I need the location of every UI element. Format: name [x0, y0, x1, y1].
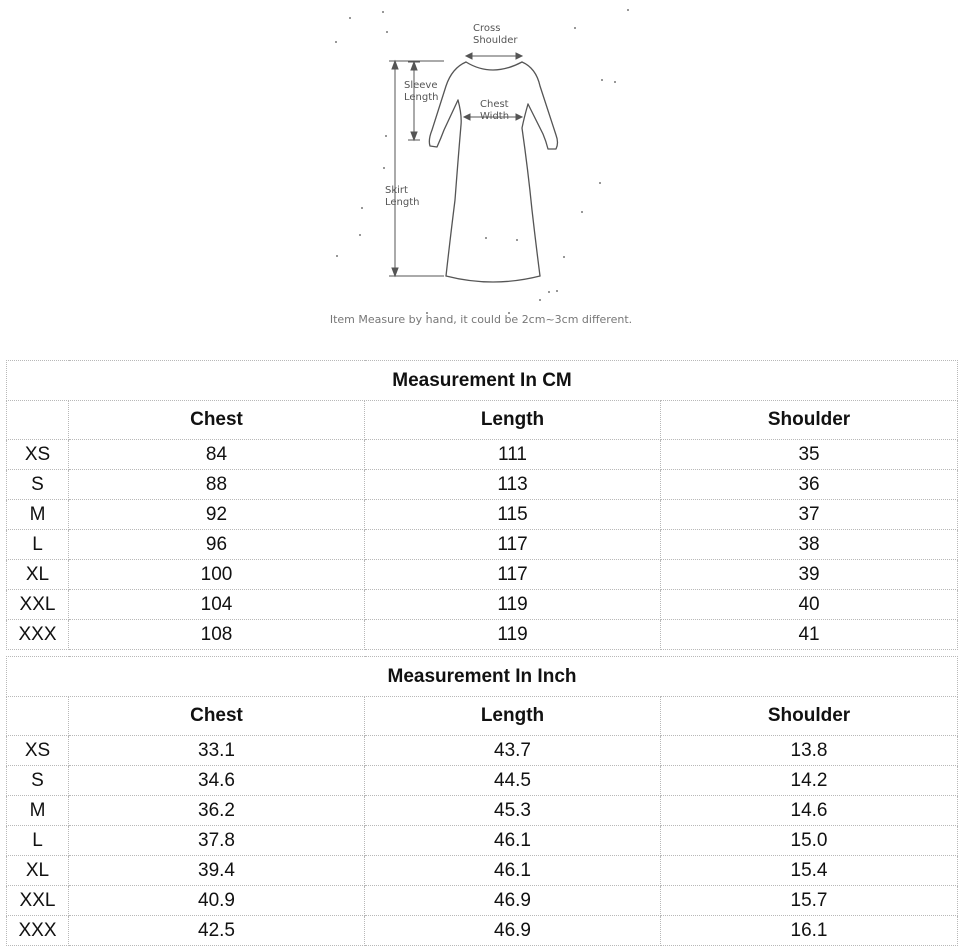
size-cell: XS	[7, 440, 69, 470]
table-row	[7, 560, 958, 590]
measure-note: Item Measure by hand, it could be 2cm~3cm different.	[329, 313, 633, 326]
table-cell: 104	[69, 590, 365, 620]
dress-outline-icon	[0, 0, 962, 345]
table-cell: 37	[661, 500, 958, 530]
table-cell: 41	[661, 620, 958, 650]
table-cell: 43.7	[365, 736, 661, 766]
table-cell: 33.1	[69, 736, 365, 766]
table-cell: 38	[661, 530, 958, 560]
table-cell: 46.1	[365, 856, 661, 886]
table-row	[7, 470, 958, 500]
table-cell: 88	[69, 470, 365, 500]
size-cell: M	[7, 500, 69, 530]
size-cell: XXX	[7, 916, 69, 946]
size-cell: XS	[7, 736, 69, 766]
table-header-row	[7, 697, 958, 736]
table-cell: 15.4	[661, 856, 958, 886]
table-cell: 45.3	[365, 796, 661, 826]
table-cell: 40	[661, 590, 958, 620]
table-cell: 96	[69, 530, 365, 560]
table-row	[7, 530, 958, 560]
size-table-inch	[6, 656, 958, 946]
column-header: Chest	[69, 697, 365, 736]
table-cell: 39.4	[69, 856, 365, 886]
table-cell: 100	[69, 560, 365, 590]
table-title-row	[7, 657, 958, 697]
table-cell: 113	[365, 470, 661, 500]
size-cell: S	[7, 766, 69, 796]
table-row	[7, 590, 958, 620]
table-row	[7, 766, 958, 796]
column-header: Chest	[69, 401, 365, 440]
table-cell: 84	[69, 440, 365, 470]
table-title-row	[7, 361, 958, 401]
table-cell: 111	[365, 440, 661, 470]
chest-width-label: Chest Width	[480, 99, 510, 122]
table-cell: 15.7	[661, 886, 958, 916]
table-cell: 34.6	[69, 766, 365, 796]
table-row	[7, 736, 958, 766]
table-cell: 14.2	[661, 766, 958, 796]
table-cell: 44.5	[365, 766, 661, 796]
table-cell: 36	[661, 470, 958, 500]
table-row	[7, 620, 958, 650]
table-row	[7, 440, 958, 470]
table-row	[7, 886, 958, 916]
size-cell: L	[7, 826, 69, 856]
table-cell: 15.0	[661, 826, 958, 856]
table-cell: 46.1	[365, 826, 661, 856]
table-row	[7, 916, 958, 946]
size-cell: XL	[7, 856, 69, 886]
size-cell: M	[7, 796, 69, 826]
size-cell: S	[7, 470, 69, 500]
sleeve-length-label: Sleeve Length	[404, 80, 439, 103]
table-title: Measurement In CM	[7, 361, 958, 401]
table-cell: 39	[661, 560, 958, 590]
size-cell: XL	[7, 560, 69, 590]
table-cell: 40.9	[69, 886, 365, 916]
table-cell: 42.5	[69, 916, 365, 946]
table-cell: 35	[661, 440, 958, 470]
table-cell: 117	[365, 560, 661, 590]
table-cell: 16.1	[661, 916, 958, 946]
skirt-length-label: Skirt Length	[385, 185, 420, 208]
table-title: Measurement In Inch	[7, 657, 958, 697]
table-cell: 119	[365, 590, 661, 620]
column-header: Length	[365, 401, 661, 440]
table-cell: 108	[69, 620, 365, 650]
cross-shoulder-label: Cross Shoulder	[473, 23, 518, 46]
table-cell: 13.8	[661, 736, 958, 766]
table-header-row	[7, 401, 958, 440]
size-cell: L	[7, 530, 69, 560]
table-cell: 14.6	[661, 796, 958, 826]
column-header: Length	[365, 697, 661, 736]
table-cell: 37.8	[69, 826, 365, 856]
size-cell: XXL	[7, 886, 69, 916]
table-row	[7, 796, 958, 826]
table-cell: 36.2	[69, 796, 365, 826]
table-row	[7, 826, 958, 856]
column-header: Shoulder	[661, 401, 958, 440]
table-cell: 46.9	[365, 886, 661, 916]
size-table-cm	[6, 360, 958, 650]
table-row	[7, 856, 958, 886]
table-cell: 119	[365, 620, 661, 650]
column-header	[7, 697, 69, 736]
dress-measurement-diagram	[0, 0, 962, 345]
table-cell: 46.9	[365, 916, 661, 946]
table-cell: 117	[365, 530, 661, 560]
table-row	[7, 500, 958, 530]
table-cell: 115	[365, 500, 661, 530]
size-cell: XXL	[7, 590, 69, 620]
size-cell: XXX	[7, 620, 69, 650]
column-header	[7, 401, 69, 440]
table-cell: 92	[69, 500, 365, 530]
column-header: Shoulder	[661, 697, 958, 736]
